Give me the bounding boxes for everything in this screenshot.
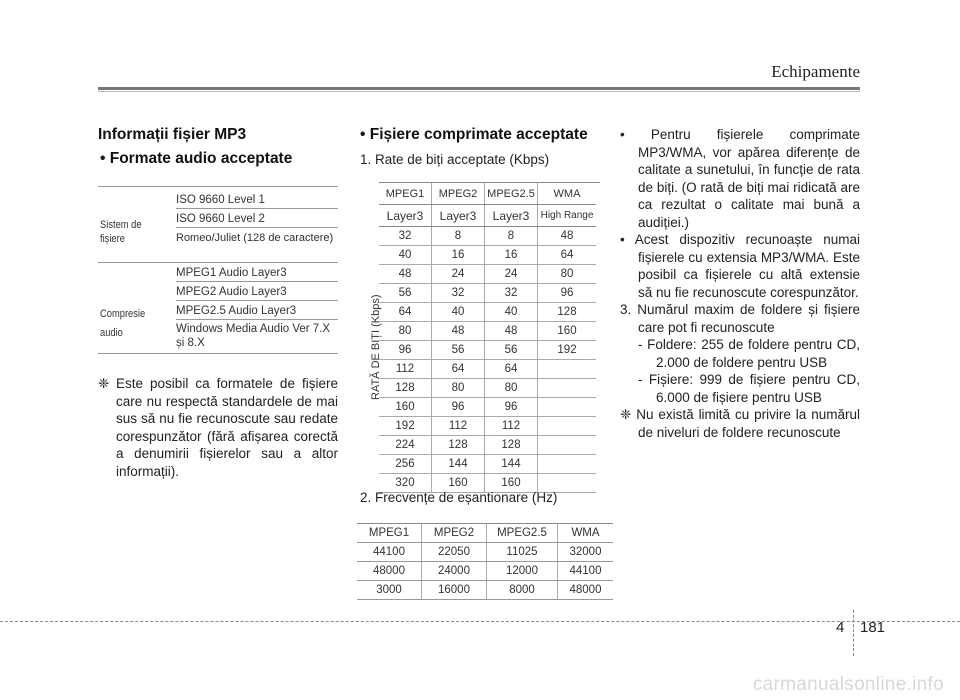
- table-header-cell: WMA: [538, 183, 597, 205]
- table-rule: [98, 186, 338, 187]
- table-cell: 48: [432, 322, 485, 341]
- table-row: [379, 265, 596, 284]
- bitrate-quality-bullet: • Pentru fișierele comprimate MP3/WMA, vor apărea diferențe de calitate a sunetului, în funcție de rata de biți. (O rată de biți mai ridicată are ca rezultat o calitate mai bună a audiției.): [620, 127, 860, 230]
- table-cell: 32000: [558, 543, 614, 562]
- table-cell: 96: [485, 398, 538, 417]
- table-cell: 48: [485, 322, 538, 341]
- table-cell: 16000: [422, 581, 487, 600]
- compressed-files-title: • Fișiere comprimate acceptate: [360, 126, 588, 144]
- table-cell: 64: [432, 360, 485, 379]
- table-cell: 44100: [558, 562, 614, 581]
- table-cell: 12000: [487, 562, 558, 581]
- table-cell: 40: [485, 303, 538, 322]
- table-subheader-cell: High Range: [538, 205, 597, 227]
- table-cell: 112: [379, 360, 432, 379]
- table-cell: 224: [379, 436, 432, 455]
- format-item: MPEG2 Audio Layer3: [176, 286, 287, 298]
- freq-heading: 2. Frecvențe de eșantionare (Hz): [360, 490, 558, 505]
- table-cell: 32: [485, 284, 538, 303]
- table-cell: 16: [432, 246, 485, 265]
- table-row: [379, 398, 596, 417]
- table-cell: 24: [432, 265, 485, 284]
- table-header-cell: WMA: [558, 524, 614, 543]
- table-row: [379, 379, 596, 398]
- table-cell: 320: [379, 474, 432, 493]
- table-header-cell: MPEG2: [422, 524, 487, 543]
- format-item: MPEG1 Audio Layer3: [176, 267, 287, 279]
- table-cell: 48000: [558, 581, 614, 600]
- page-number: 181: [860, 619, 886, 636]
- table-cell: 80: [379, 322, 432, 341]
- page-number-divider: [853, 610, 855, 656]
- format-item: Romeo/Juliet (128 de caractere): [176, 232, 334, 244]
- table-cell: 24000: [422, 562, 487, 581]
- table-cell: 128: [379, 379, 432, 398]
- table-rule: [98, 262, 338, 263]
- table-row: [379, 360, 596, 379]
- table-cell: 64: [485, 360, 538, 379]
- table-rule: [176, 227, 338, 228]
- table-cell: 256: [379, 455, 432, 474]
- group-label-compression: Compresie audio: [100, 308, 146, 339]
- table-rule: [176, 300, 338, 301]
- table-cell: 112: [432, 417, 485, 436]
- table-cell: 80: [485, 379, 538, 398]
- table-cell: 8: [485, 227, 538, 246]
- table-header-cell: MPEG2.5: [487, 524, 558, 543]
- sampling-frequency-table: [357, 523, 613, 600]
- table-cell: 56: [432, 341, 485, 360]
- table-cell: [538, 360, 597, 379]
- table-row: [379, 246, 596, 265]
- table-cell: 40: [432, 303, 485, 322]
- table-cell: 144: [432, 455, 485, 474]
- table-cell: 3000: [357, 581, 422, 600]
- table-cell: [538, 455, 597, 474]
- table-cell: 64: [538, 246, 597, 265]
- table-cell: 56: [485, 341, 538, 360]
- table-cell: 128: [432, 436, 485, 455]
- table-row: [379, 227, 596, 246]
- table-header-cell: MPEG2: [432, 183, 485, 205]
- table-cell: 56: [379, 284, 432, 303]
- table-cell: 192: [379, 417, 432, 436]
- table-cell: 22050: [422, 543, 487, 562]
- table-cell: 192: [538, 341, 597, 360]
- table-cell: 64: [379, 303, 432, 322]
- format-item: Windows Media Audio Ver 7.X și 8.X: [176, 323, 331, 349]
- max-files-heading: 3. Numărul maxim de foldere și fișiere care pot fi recunoscute: [620, 302, 860, 335]
- table-cell: 48000: [357, 562, 422, 581]
- table-cell: [538, 398, 597, 417]
- table-cell: [538, 417, 597, 436]
- format-item: ISO 9660 Level 1: [176, 194, 265, 206]
- table-cell: 48: [379, 265, 432, 284]
- format-item: MPEG2.5 Audio Layer3: [176, 305, 297, 317]
- table-cell: 128: [538, 303, 597, 322]
- table-cell: 144: [485, 455, 538, 474]
- table-cell: 11025: [487, 543, 558, 562]
- table-row: [379, 436, 596, 455]
- group-label-file-system: Sistem de fișiere: [100, 219, 142, 245]
- table-header-cell: MPEG1: [379, 183, 432, 205]
- bitrate-axis-label: RATĂ DE BIȚI (Kbps): [370, 294, 382, 400]
- table-cell: 160: [432, 474, 485, 493]
- table-header-cell: MPEG2.5: [485, 183, 538, 205]
- table-cell: 44100: [357, 543, 422, 562]
- table-cell: 16: [485, 246, 538, 265]
- table-subheader-cell: Layer3: [485, 205, 538, 227]
- table-row: [379, 322, 596, 341]
- table-cell: 96: [538, 284, 597, 303]
- bitrate-heading: 1. Rate de biți acceptate (Kbps): [360, 152, 550, 167]
- table-cell: 80: [538, 265, 597, 284]
- folder-levels-note: ❈ Nu există limită cu privire la numărul de niveluri de foldere recunoscute: [620, 407, 860, 440]
- table-cell: 32: [432, 284, 485, 303]
- table-row: [379, 417, 596, 436]
- audio-formats-subtitle: • Formate audio acceptate: [100, 150, 292, 168]
- table-cell: 160: [538, 322, 597, 341]
- format-item: ISO 9660 Level 2: [176, 213, 265, 225]
- extension-bullet: • Acest dispozitiv recunoaște numai fișierele cu extensia MP3/WMA. Este posibil ca fișierele cu altă extensie să nu fie recunoscute corespunzător.: [620, 232, 860, 300]
- mp3-info-title: Informații fișier MP3: [98, 126, 247, 143]
- right-column: [620, 126, 860, 441]
- table-cell: 128: [485, 436, 538, 455]
- max-folders-item: - Foldere: 255 de foldere pentru CD, 2.000 de foldere pentru USB: [638, 337, 860, 370]
- table-cell: 32: [379, 227, 432, 246]
- table-cell: 8: [432, 227, 485, 246]
- table-row: [379, 284, 596, 303]
- table-header-cell: MPEG1: [357, 524, 422, 543]
- chapter-number: 4: [836, 619, 845, 636]
- table-cell: [538, 436, 597, 455]
- table-rule: [176, 319, 338, 320]
- table-header-row: [379, 183, 596, 205]
- watermark-text: carmanualsonline.info: [752, 674, 944, 695]
- table-cell: 160: [379, 398, 432, 417]
- table-rule: [176, 208, 338, 209]
- header-rule-thin: [98, 91, 860, 92]
- table-row: [357, 562, 613, 581]
- section-header-title: Echipamente: [771, 62, 860, 81]
- table-cell: 40: [379, 246, 432, 265]
- table-cell: 112: [485, 417, 538, 436]
- header-rule: [98, 87, 860, 90]
- formats-note: [98, 375, 338, 480]
- table-cell: 48: [538, 227, 597, 246]
- table-subheader-row: [379, 205, 596, 227]
- table-row: [357, 543, 613, 562]
- table-row: [379, 455, 596, 474]
- table-cell: [538, 379, 597, 398]
- note-symbol: ❈: [98, 376, 110, 391]
- table-cell: 8000: [487, 581, 558, 600]
- table-cell: 24: [485, 265, 538, 284]
- table-cell: 160: [485, 474, 538, 493]
- table-cell: 96: [432, 398, 485, 417]
- bitrate-table: [379, 183, 596, 493]
- max-files-item: - Fișiere: 999 de fișiere pentru CD, 6.000 de fișiere pentru USB: [638, 372, 860, 405]
- table-cell: 96: [379, 341, 432, 360]
- table-row: [379, 303, 596, 322]
- table-row: [379, 341, 596, 360]
- footer-rule: [0, 621, 960, 622]
- table-header-row: [357, 524, 613, 543]
- table-rule: [176, 281, 338, 282]
- note-text: Este posibil ca formatele de fișiere care nu respectă standardele de mai sus să nu fie recunoscute sau redate corespunzător (fără afișarea corectă a denumirii fișierelor sau a altor informații).: [116, 376, 338, 479]
- table-cell: 80: [432, 379, 485, 398]
- table-subheader-cell: Layer3: [379, 205, 432, 227]
- table-rule: [98, 353, 338, 354]
- table-subheader-cell: Layer3: [432, 205, 485, 227]
- table-row: [357, 581, 613, 600]
